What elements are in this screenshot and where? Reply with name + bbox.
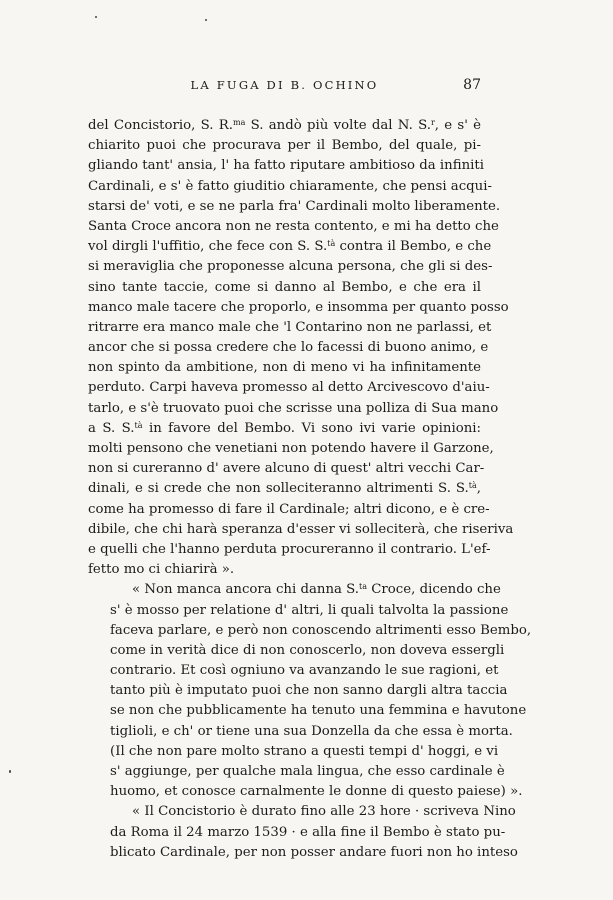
text-line: dibile, che chi harà speranza d'esser vi solleciterà, che riseriva <box>88 521 514 537</box>
text-line: tanto più è imputato puoi che non sanno dargli altra taccia <box>110 683 508 699</box>
text-line: chiarito puoi che procurava per il Bembo, del quale, pi- <box>88 138 481 154</box>
text-line: da Roma il 24 marzo 1539 · e alla fine il Bembo è stato pu- <box>110 824 506 840</box>
text-line: starsi de' voti, e se ne parla fra' Cardinali molto liberamente. <box>88 198 501 214</box>
paragraph <box>88 580 532 802</box>
running-title: LA FUGA DI B. OCHINO <box>190 78 379 92</box>
text-line: sino tante taccie, come si danno al Bembo, e che era il <box>88 279 481 295</box>
text-line: s' è mosso per relatione d' altri, li quali talvolta la passione <box>110 602 509 618</box>
text-line: Santa Croce ancora non ne resta contento, e mi ha detto che <box>88 218 499 234</box>
text-line: Cardinali, e s' è fatto giuditio chiaramente, che pensi acqui- <box>88 178 492 194</box>
text-line: a S. S.$^{tà}$ in favore del Bembo. Vi sono ivi varie opinioni: <box>88 420 482 436</box>
text-line: contrario. Et così ogniuno va avanzando le sue ragioni, et <box>110 663 499 679</box>
text-line: come ha promesso di fare il Cardinale; altri dicono, e è cre- <box>88 501 490 517</box>
text-line: come in verità dice di non conoscerlo, non doveva essergli <box>110 642 505 658</box>
text-line: (Il che non pare molto strano a questi tempi d' hoggi, e vi <box>110 743 499 759</box>
paragraph <box>88 116 514 580</box>
text-line: del Concistorio, S. R.$^{ma}$ S. andò più volte dal N. S.$^r$, e s' è <box>88 118 481 133</box>
text-line: huomo, et conosce carnalmente le donne di questo paiese) ». <box>110 784 523 800</box>
text-line: faceva parlare, e però non conoscendo altrimenti esso Bembo, <box>110 622 532 638</box>
text-line: perduto. Carpi haveva promesso al detto Arcivescovo d'aiu- <box>88 380 490 396</box>
text-line: gliando tant' ansia, l' ha fatto riputare ambitioso da infiniti <box>88 158 485 174</box>
text-line: ancor che si possa credere che lo facessi di buono animo, e <box>88 340 489 356</box>
text-line: tiglioli, e ch' or tiene una sua Donzella da che essa è morta. <box>110 723 513 739</box>
text-line: vol dirgli l'uffitio, che fece con S. S.$^{tà}$ contra il Bembo, e che <box>88 239 492 255</box>
text-line: blicato Cardinale, per non posser andare fuori non ho inteso <box>110 844 518 860</box>
text-line: tarlo, e s'è truovato puoi che scrisse una polliza di Sua mano <box>88 400 499 416</box>
text-line: non spinto da ambitione, non di meno vi ha infinitamente <box>88 360 481 376</box>
text-line: si meraviglia che proponesse alcuna persona, che gli si des- <box>88 259 493 275</box>
print-speck <box>95 16 97 18</box>
print-speck <box>9 770 11 773</box>
page-number: 87 <box>463 77 481 93</box>
text-line: s' aggiunge, per qualche mala lingua, che esso cardinale è <box>110 764 505 779</box>
text-line: e quelli che l'hanno perduta procureranno il contrario. L'ef- <box>88 541 491 557</box>
print-speck <box>205 19 207 21</box>
body-text <box>88 116 532 863</box>
text-line: molti pensono che venetiani non potendo havere il Garzone, <box>88 441 494 456</box>
text-line: ritrarre era manco male che 'l Contarino non ne parlassi, et <box>88 319 492 335</box>
text-line: « Non manca ancora chi danna S.$^{ta}$ Croce, dicendo che <box>132 582 501 598</box>
paragraph <box>88 802 518 863</box>
text-line: dinali, e si crede che non solleciteranno altrimenti S. S.$^{tà}$, <box>88 481 481 497</box>
text-line: fetto mo ci chiarirà ». <box>88 562 235 578</box>
text-line: non si cureranno d' avere alcuno di quest' altri vecchi Car- <box>88 461 485 477</box>
page-header <box>88 78 481 98</box>
text-line: « Il Concistorio è durato fino alle 23 hore · scriveva Nino <box>132 804 516 820</box>
text-line: se non che pubblicamente ha tenuto una femmina e havutone <box>110 703 527 719</box>
text-line: manco male tacere che proporlo, e insomma per quanto posso <box>88 299 509 315</box>
